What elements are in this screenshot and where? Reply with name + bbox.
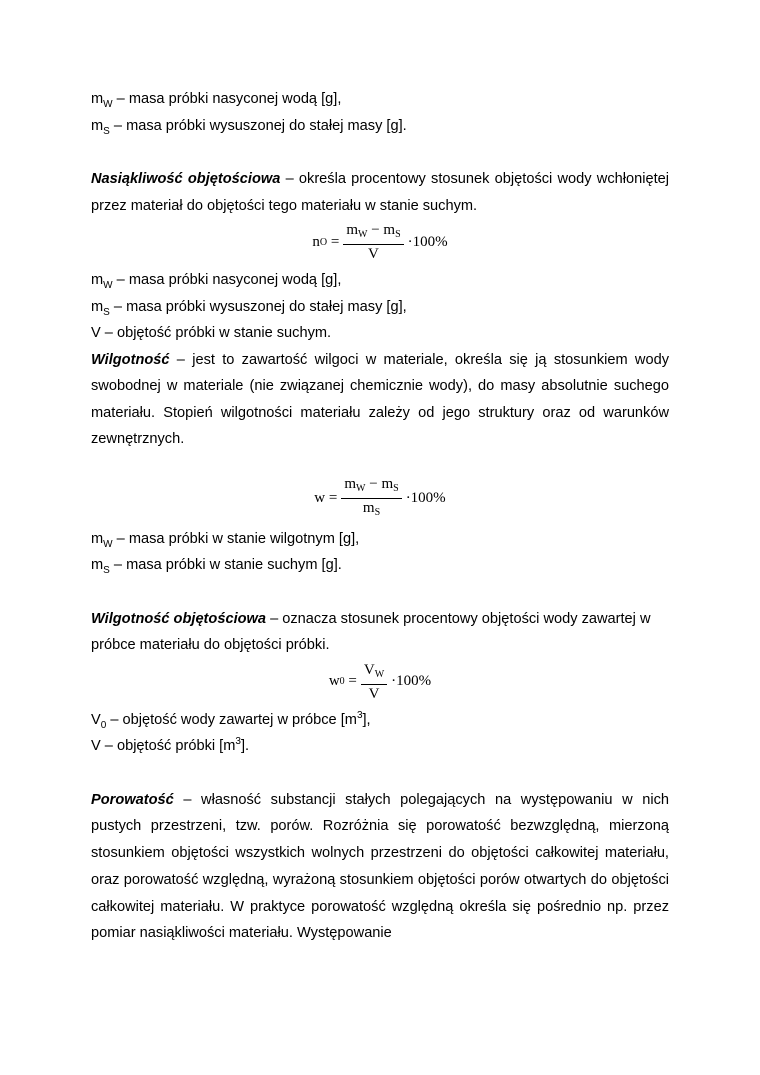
def-line: V – objętość próbki $[m^3]$. bbox=[91, 736, 250, 754]
def-line: $m_S$ – masa próbki w stanie suchym [g]. bbox=[91, 557, 342, 576]
def-line: $m_S$ – masa próbki wysuszonej do stałej masy [g]. bbox=[91, 117, 407, 137]
paragraph-porowatosc: Porowatość – własność substancji stałych polegających na występowaniu w nich pustych przestrzeni, tzw. porów. Rozróżnia się porowatość bezwzględną, mierzoną stosunkiem objętości wszystkich wolnych przestrzeni do objętości całkowitej materiału, oraz porowatość względną, wyrażoną stosunkiem objętości porów otwartych do objętości całkowitej materiału. W praktyce porowatość względną określa się pośrednio np. przez pomiar nasiąkliwości materiału. Występowanie bbox=[91, 791, 669, 942]
term-heading: Wilgotność bbox=[91, 351, 170, 368]
formula-nasiakliwosc: n O = $\frac{m_W - m_S}{V}$ ·100% bbox=[312, 222, 448, 262]
formula-wilgotnosc-obj: w 0 = $\frac{V_W}{V}$ ·100% bbox=[328, 661, 432, 702]
def-line: $m_W$ – masa próbki w stanie wilgotnym [g], bbox=[91, 530, 360, 550]
formula-wilgotnosc: w = $\frac{m_W - m_S}{m_S}$ ·100% bbox=[314, 475, 446, 518]
def-line: $m_W$ – masa próbki nasyconej wodą [g], bbox=[91, 272, 342, 291]
term-heading: Wilgotność objętościowa bbox=[91, 610, 267, 627]
term-heading: Porowatość bbox=[91, 791, 174, 808]
def-line: $V_0$ – objętość wody zawartej w próbce $[m^3]$, bbox=[91, 709, 371, 731]
def-line: $m_W$ – masa próbki nasyconej wodą [g], bbox=[91, 91, 342, 110]
def-line: $m_S$ – masa próbki wysuszonej do stałej masy [g], bbox=[91, 298, 407, 318]
document-page bbox=[91, 86, 669, 947]
paragraph-wilgotnosc-obj: Wilgotność objętościowa – oznacza stosunek procentowy objętości wody zawartej w próbce materiału do objętości próbki. bbox=[91, 610, 651, 653]
paragraph-nasiakliwosc: Nasiąkliwość objętościowa – określa procentowy stosunek objętości wody wchłoniętej przez materiał do objętości tego materiału w stanie suchym. bbox=[91, 171, 669, 214]
term-heading: Nasiąkliwość objętościowa bbox=[91, 171, 281, 187]
paragraph-wilgotnosc: Wilgotność – jest to zawartość wilgoci w materiale, określa się ją stosunkiem wody swobodnej w materiale (nie związanej chemicznie wody), do masy absolutnie suchego materiału. Stopień wilgotności materiału zależy od jego struktury oraz od warunków zewnętrznych. bbox=[91, 351, 669, 447]
def-line: V – objętość próbki w stanie suchym. bbox=[91, 325, 332, 341]
